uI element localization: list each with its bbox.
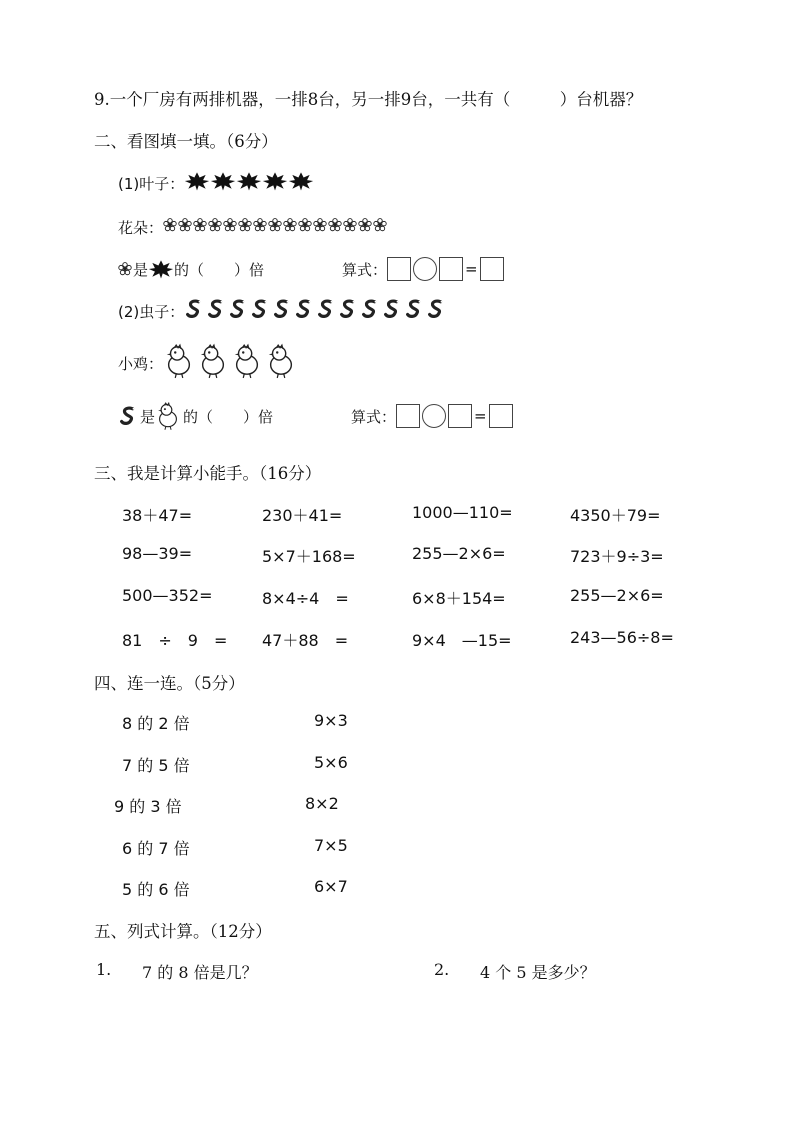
section-4-title: 四、连一连。（5分） [94,674,245,693]
calc-problem: 1000—110= [412,503,513,522]
match-right-item[interactable]: 6×7 [314,877,348,896]
question-9: 9.一个厂房有两排机器，一排8台，另一排9台，一共有（ ）台机器？ [94,90,643,109]
worm-icon [118,405,138,427]
match-right-item[interactable]: 7×5 [314,836,348,855]
worms-group [184,298,448,324]
formula-1-box-1[interactable] [387,257,411,281]
flower-icon [298,218,312,232]
formula-1-operator[interactable] [413,257,437,281]
calc-problem: 500—352= [122,586,213,605]
calc-problem: 243—56÷8= [570,628,674,647]
flower-icon [223,218,237,232]
leaves-group [184,170,314,196]
leaves-label: (1)叶子： [118,174,185,193]
chicks-group [163,343,299,383]
section-3-title: 三、我是计算小能手。（16分） [94,464,322,483]
match-left-item[interactable]: 6 的 7 倍 [122,839,190,858]
worm-icon [338,298,358,320]
flower-icon [313,218,327,232]
calc-problem: 5×7＋168= [262,547,356,566]
formula-1-label: 算式： [342,260,388,279]
match-left-item[interactable]: 9 的 3 倍 [114,797,182,816]
flower-icon [118,262,132,276]
calc-problem: 255—2×6= [412,544,506,563]
match-right-item[interactable]: 8×2 [305,794,339,813]
sec5-q1-num: 1. [96,960,112,979]
leaf-icon [288,170,314,192]
flowers-label: 花朵： [118,218,164,237]
match-left-item[interactable]: 7 的 5 倍 [122,756,190,775]
chick-icon [265,343,297,379]
picture-block [118,168,513,436]
section-5-title: 五、列式计算。（12分） [94,922,272,941]
calc-problem: 38＋47= [122,506,193,525]
sentence-2-times: 的（ ）倍 [183,407,274,426]
worm-icon [228,298,248,320]
flower-icon [373,218,387,232]
flower-icon [328,218,342,232]
leaf-icon [236,170,262,192]
sec5-q2-num: 2. [434,960,450,979]
formula-2-operator[interactable] [422,404,446,428]
calc-problem: 723＋9÷3= [570,547,664,566]
worms-label: (2)虫子： [118,302,185,321]
chicks-label: 小鸡： [118,354,164,373]
chick-icon [163,343,195,379]
flower-icon [343,218,357,232]
chick-icon [231,343,263,379]
flower-icon [268,218,282,232]
flower-icon [163,218,177,232]
calc-problem: 47＋88 = [262,631,349,650]
worm-icon [382,298,402,320]
worms-row [118,296,513,326]
sec5-q2-text: 4 个 5 是多少？ [480,963,596,982]
calc-problem: 255—2×6= [570,586,664,605]
sentence-2-row [118,396,513,436]
chicks-row [118,342,513,384]
calc-problem: 9×4 —15= [412,631,512,650]
match-right-item[interactable]: 9×3 [314,711,348,730]
leaves-row [118,168,513,198]
worm-icon [404,298,424,320]
flowers-row [118,212,513,242]
chick-icon [197,343,229,379]
worm-icon [272,298,292,320]
worm-icon [206,298,226,320]
calc-problem: 4350＋79= [570,506,661,525]
leaf-icon [262,170,288,192]
flower-icon [358,218,372,232]
worm-icon [294,298,314,320]
calc-problem: 230＋41= [262,506,343,525]
flowers-group [163,218,388,236]
section-2-title: 二、看图填一填。（6分） [94,132,278,151]
flower-icon [253,218,267,232]
flower-icon [238,218,252,232]
calc-problem: 98—39= [122,544,193,563]
calc-problem: 8×4÷4 = [262,589,349,608]
flower-icon [283,218,297,232]
calc-problem: 81 ÷ 9 = [122,631,228,650]
leaf-icon [184,170,210,192]
chick-icon [155,401,181,431]
sentence-2-is: 是 [140,407,156,426]
formula-2-box-1[interactable] [396,404,420,428]
flower-icon [208,218,222,232]
worm-icon [360,298,380,320]
match-right-item[interactable]: 5×6 [314,753,348,772]
sentence-1-times: 的（ ）倍 [174,260,265,279]
formula-1-equals: = [465,260,478,278]
formula-2-label: 算式： [351,407,397,426]
formula-2-box-3[interactable] [489,404,513,428]
calc-problem: 6×8＋154= [412,589,506,608]
formula-1-box-3[interactable] [480,257,504,281]
worm-icon [184,298,204,320]
match-left-item[interactable]: 8 的 2 倍 [122,714,190,733]
sec5-q1-text: 7 的 8 倍是几？ [142,963,258,982]
leaf-icon [148,258,174,280]
worm-icon [316,298,336,320]
formula-2-equals: = [474,407,487,425]
sentence-1-row [118,254,513,284]
formula-1-box-2[interactable] [439,257,463,281]
match-left-item[interactable]: 5 的 6 倍 [122,880,190,899]
formula-2-box-2[interactable] [448,404,472,428]
leaf-icon [210,170,236,192]
sentence-1-is: 是 [133,260,149,279]
flower-icon [193,218,207,232]
flower-icon [178,218,192,232]
worm-icon [250,298,270,320]
worm-icon [426,298,446,320]
